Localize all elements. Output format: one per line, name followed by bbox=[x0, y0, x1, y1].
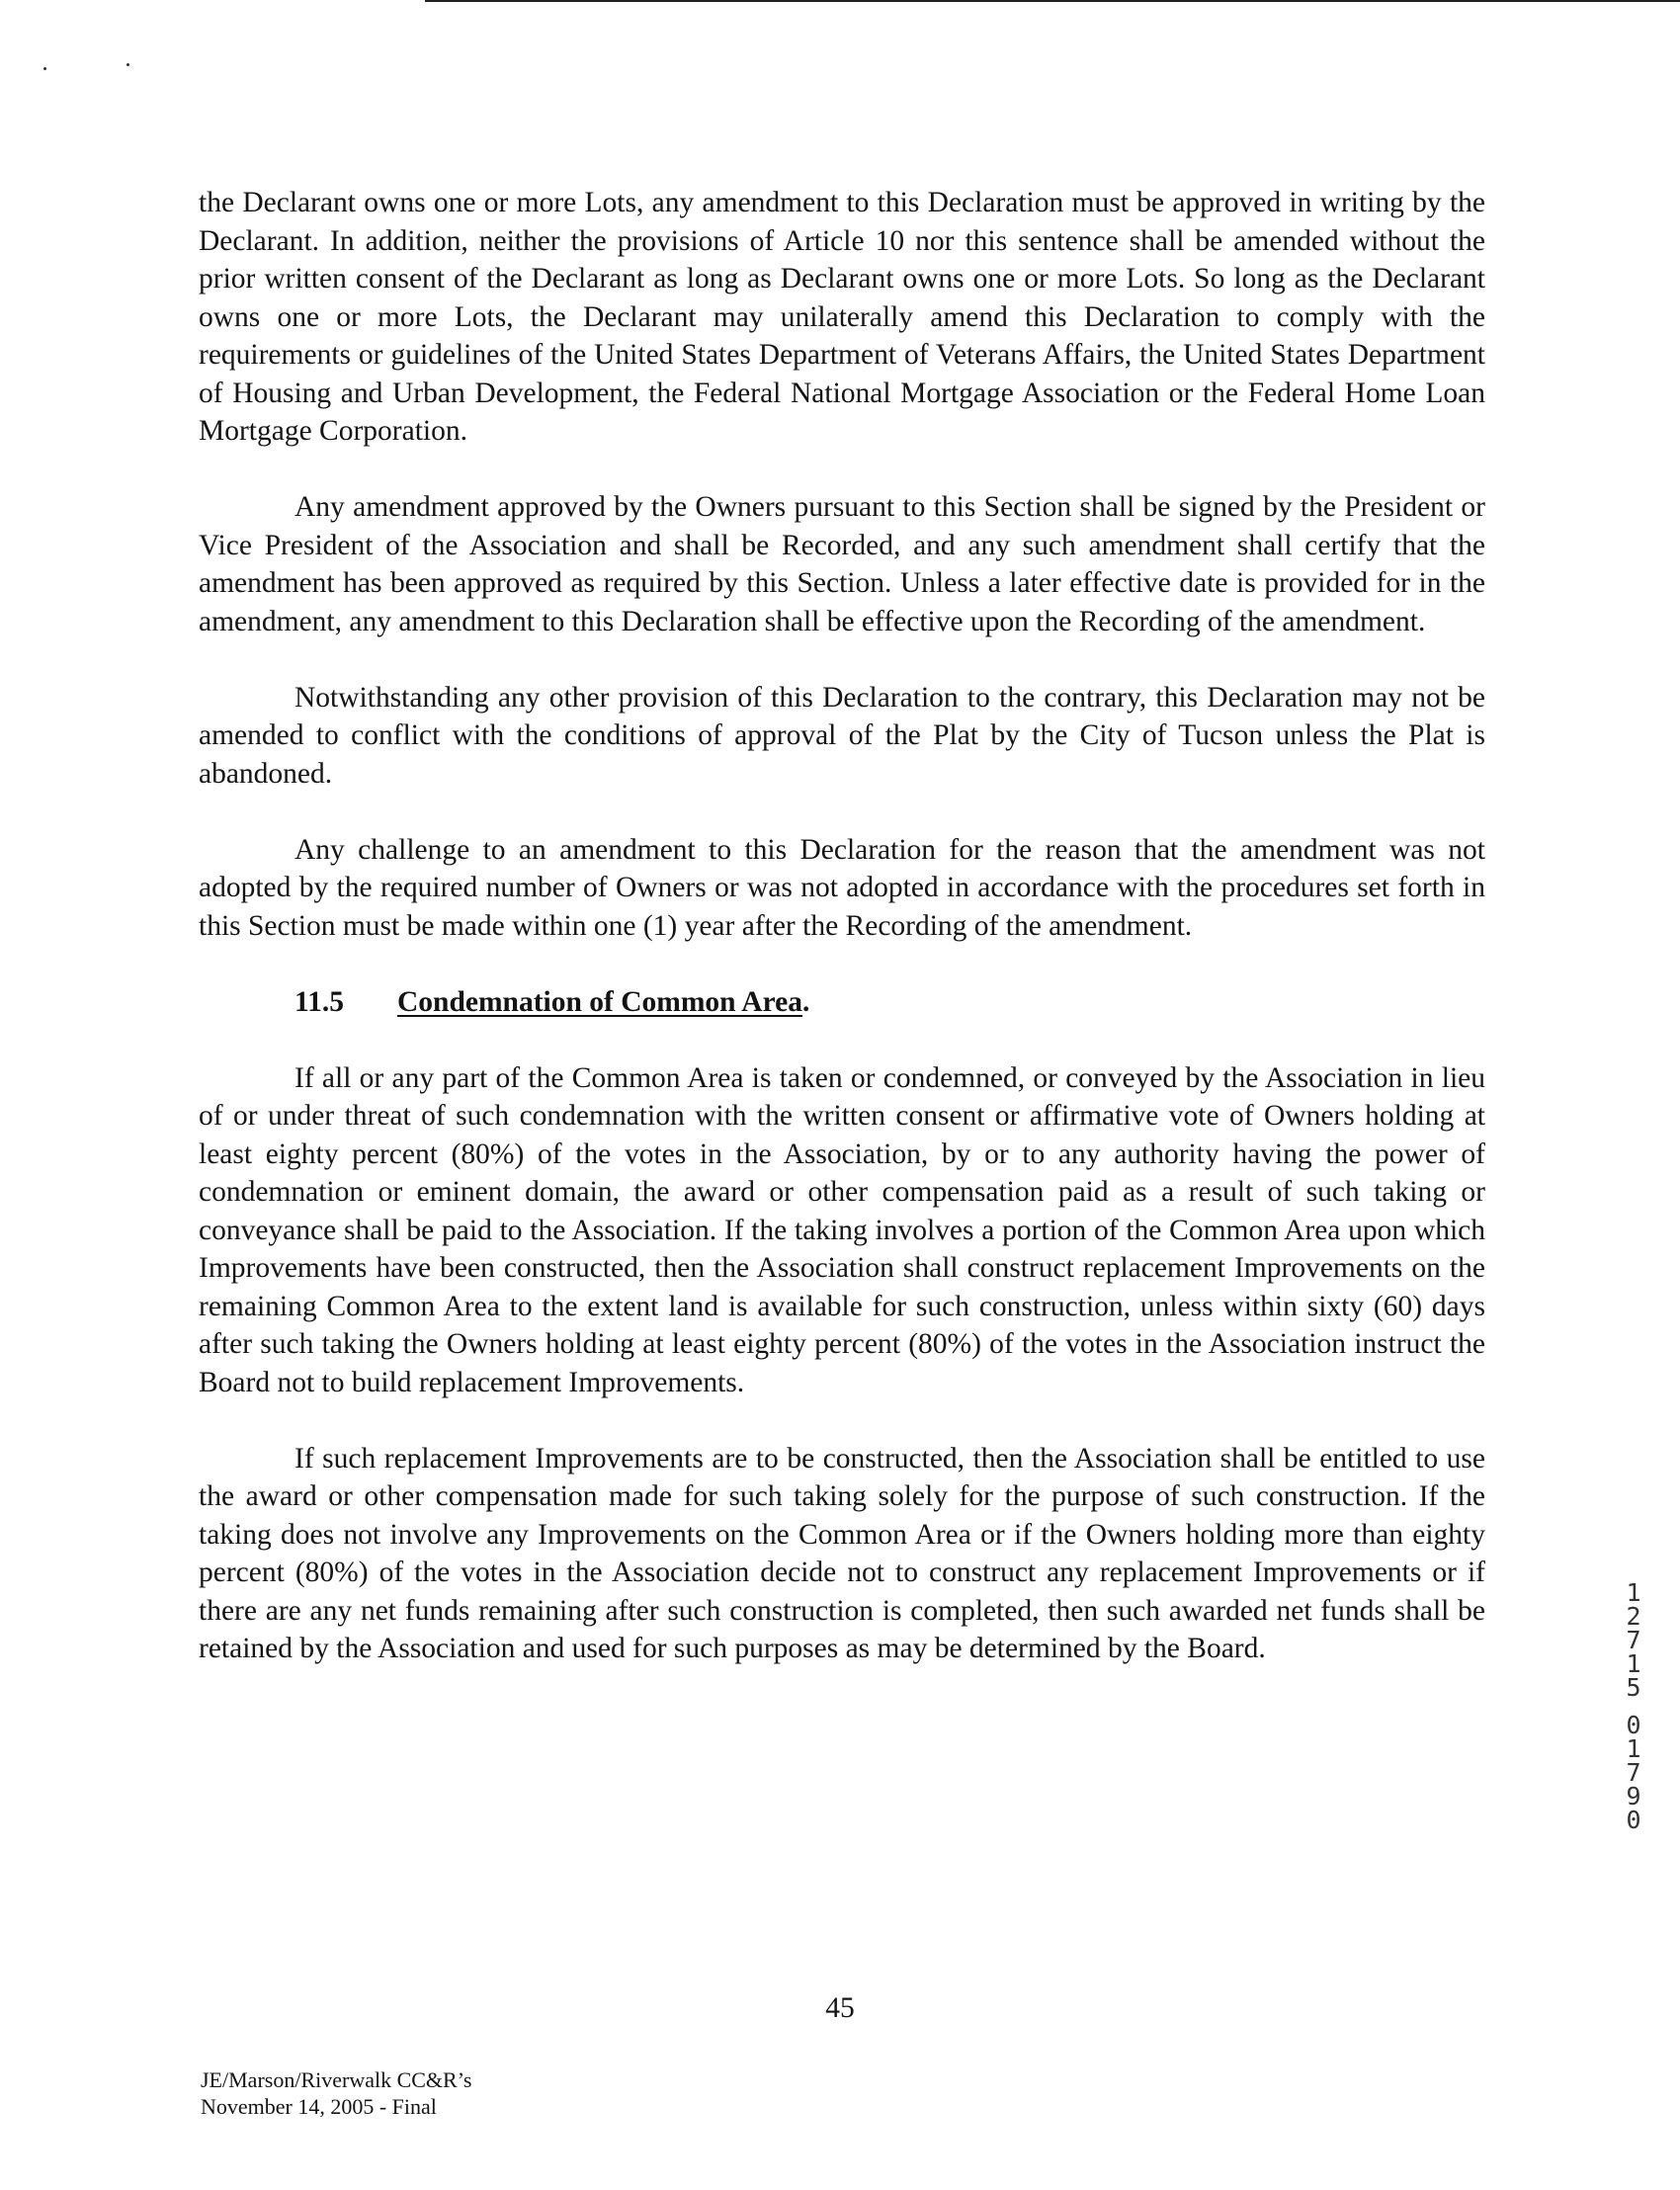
page-number: 45 bbox=[825, 1992, 855, 2024]
paragraph-amendment-approval: the Declarant owns one or more Lots, any amendment to this Declaration must be approved in writing by the Declarant. In addition, neither the provisions of Article 10 nor this sentence shall be amended without the prior written consent of the Declarant as long as Declarant owns one or more Lots. So long as the Declarant owns one or more Lots, the Declarant may unilaterally amend this Declaration to comply with the requirements or guidelines of the United States Department of Veterans Affairs, the United States Department of Housing and Urban Development, the Federal National Mortgage Association or the Federal Home Loan Mortgage Corporation. bbox=[199, 187, 1485, 447]
footer-date: November 14, 2005 - Final bbox=[201, 2094, 437, 2119]
stamp-digit: 1 bbox=[1626, 1734, 1641, 1763]
stamp-digit: 9 bbox=[1626, 1782, 1641, 1811]
top-scan-rule bbox=[425, 0, 1680, 2]
document-body bbox=[199, 184, 1485, 1706]
paragraph-condemnation: If all or any part of the Common Area is taken or condemned, or conveyed by the Association in lieu of or under threat of such condemnation with the written consent or affirmative vote of Owners holding at least eighty percent (80%) of the votes in the Association, by or to any authority having the power of condemnation or eminent domain, the award or other compensation paid as a result of such taking or conveyance shall be paid to the Association. If the taking involves a portion of the Common Area upon which Improvements have been constructed, then the Association shall construct replacement Improvements on the remaining Common Area to the extent land is available for such construction, unless within sixty (60) days after such taking the Owners holding at least eighty percent (80%) of the votes in the Association instruct the Board not to build replacement Improvements. bbox=[199, 1061, 1485, 1398]
paragraph-replacement-improvements: If such replacement Improvements are to be constructed, then the Association shall be entitled to use the award or other compensation made for such taking solely for the purpose of such construction. If the taking does not involve any Improvements on the Common Area or if the Owners holding more than eighty percent (80%) of the votes in the Association decide not to construct any replacement Improvements or if there are any net funds remaining after such construction is completed, then such awarded net funds shall be retained by the Association and used for such purposes as may be determined by the Board. bbox=[199, 1442, 1485, 1664]
section-title: Condemnation of Common Area bbox=[397, 985, 803, 1018]
footer-document-id: JE/Marson/Riverwalk CC&R’s bbox=[201, 2067, 472, 2092]
stamp-digit: 2 bbox=[1626, 1602, 1641, 1631]
paragraph-amendment-signing: Any amendment approved by the Owners pursuant to this Section shall be signed by the President or Vice President of the Association and shall be Recorded, and any such amendment shall certify that the amendment has been approved as required by this Section. Unless a later effective date is provided for in the amendment, any amendment to this Declaration shall be effective upon the Recording of the amendment. bbox=[199, 491, 1485, 637]
stamp-digit: 1 bbox=[1626, 1578, 1641, 1607]
stamp-digit: 7 bbox=[1626, 1626, 1641, 1654]
section-title-punct: . bbox=[802, 985, 810, 1018]
footer bbox=[201, 2066, 471, 2120]
stamp-digit: 0 bbox=[1626, 1806, 1641, 1834]
stamp-digit: 1 bbox=[1626, 1649, 1641, 1678]
scan-mark bbox=[126, 63, 129, 66]
recording-stamp bbox=[1621, 1578, 1646, 1834]
stamp-digit: 7 bbox=[1626, 1758, 1641, 1787]
section-number: 11.5 bbox=[294, 985, 344, 1018]
section-heading bbox=[199, 983, 1485, 1022]
paragraph-amendment-challenge: Any challenge to an amendment to this Declaration for the reason that the amendment was not adopted by the required number of Owners or was not adopted in accordance with the procedures set forth in this Section must be made within one (1) year after the Recording of the amendment. bbox=[199, 833, 1485, 942]
stamp-digit: 0 bbox=[1626, 1711, 1641, 1739]
stamp-digit: 5 bbox=[1626, 1673, 1641, 1702]
scan-mark bbox=[43, 67, 46, 70]
paragraph-plat-conflict: Notwithstanding any other provision of this Declaration to the contrary, this Declaration may not be amended to conflict with the conditions of approval of the Plat by the City of Tucson unless the Plat is abandoned. bbox=[199, 681, 1485, 790]
